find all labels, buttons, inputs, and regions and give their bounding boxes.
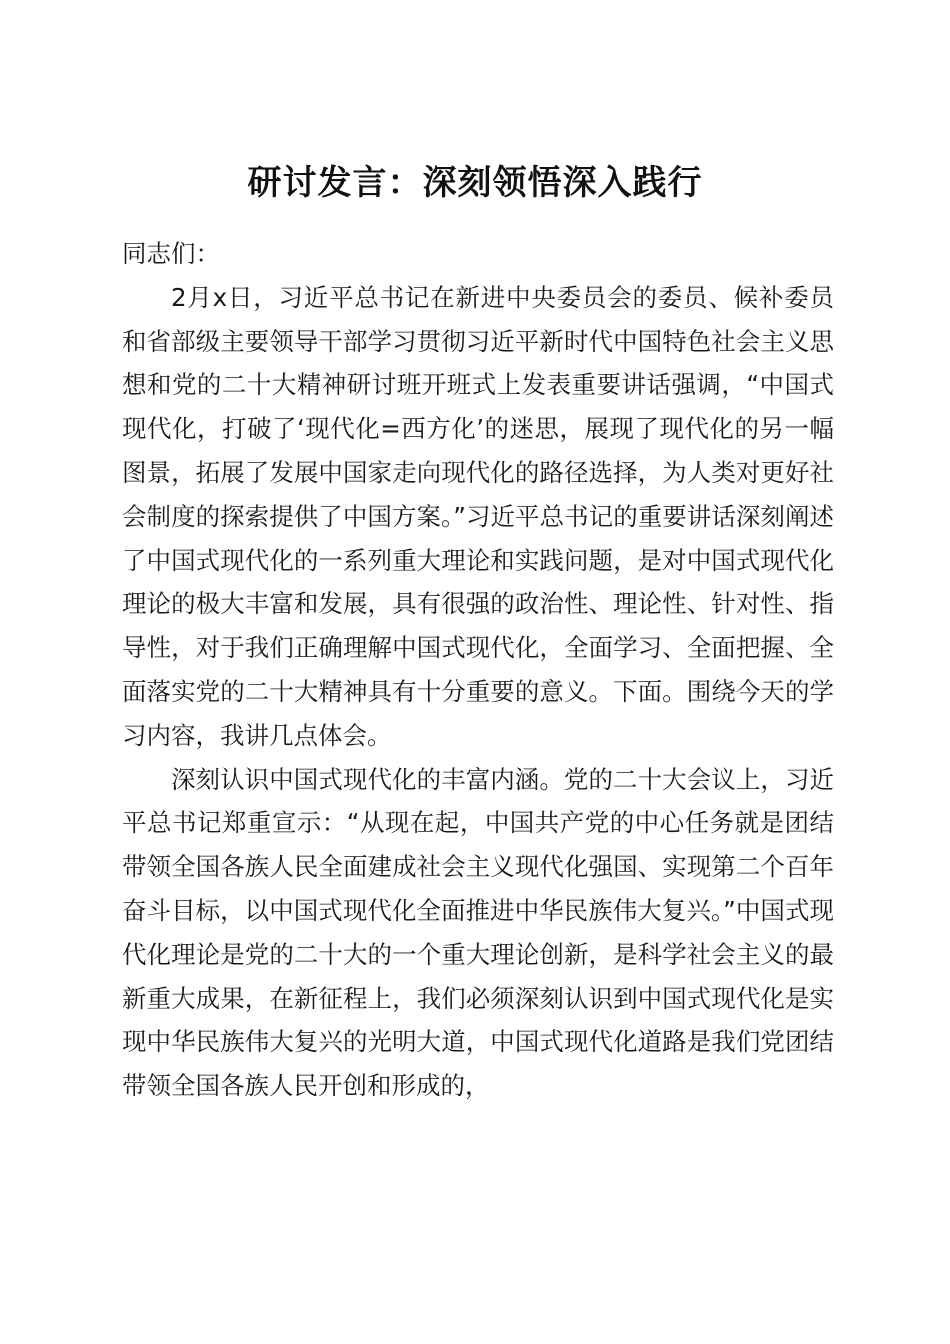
- document-title: 研讨发言：深刻领悟深入践行: [247, 162, 703, 203]
- paragraph-1: 2月x日，习近平总书记在新进中央委员会的委员、候补委员和省部级主要领导干部学习贯彻习近平新时代中国特色社会主义思想和党的二十大精神研讨班开班式上发表重要讲话强调，“中国式现代化，打破了‘现代化=西方化’的迷思，展现了现代化的另一幅图景，拓展了发展中国家走向现代化的路径选择，为人类对更好社会制度的探索提供了中国方案。”习近平总书记的重要讲话深刻阐述了中国式现代化的一系列重大理论和实践问题，是对中国式现代化理论的极大丰富和发展，具有很强的政治性、理论性、针对性、指导性，对于我们正确理解中国式现代化，全面学习、全面把握、全面落实党的二十大精神具有十分重要的意义。下面。围绕今天的学习内容，我讲几点体会。: [122, 282, 834, 750]
- document-body: [122, 232, 834, 1108]
- salutation: 同志们：: [122, 239, 220, 268]
- paragraph-2: 深刻认识中国式现代化的丰富内涵。党的二十大会议上，习近平总书记郑重宣示：“从现在起，中国共产党的中心任务就是团结带领全国各族人民全面建成社会主义现代化强国、实现第二个百年奋斗目标，以中国式现代化全面推进中华民族伟大复兴。”中国式现代化理论是党的二十大的一个重大理论创新，是科学社会主义的最新重大成果，在新征程上，我们必须深刻认识到中国式现代化是实现中华民族伟大复兴的光明大道，中国式现代化道路是我们党团结带领全国各族人民开创和形成的，: [122, 764, 834, 1101]
